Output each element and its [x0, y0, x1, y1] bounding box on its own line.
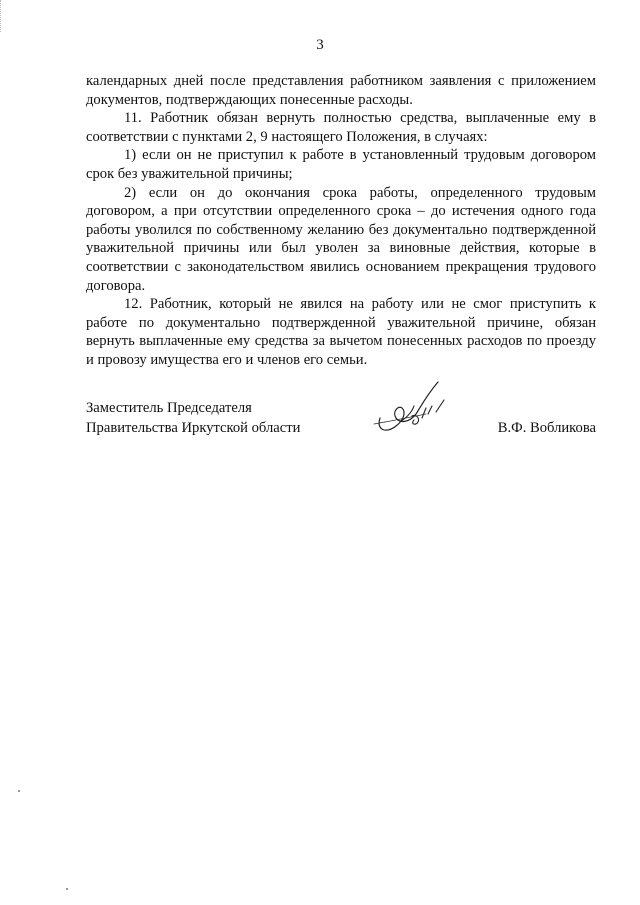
signatory-position	[86, 398, 300, 438]
signatory-position-line-1: Заместитель Председателя	[86, 400, 252, 416]
margin-mark	[0, 0, 3, 32]
scan-speck	[18, 790, 20, 792]
document-body	[86, 72, 596, 370]
signatory-name: В.Ф. Вобликова	[497, 420, 596, 436]
paragraph-clause-11-item-1: 1) если он не приступил к работе в установленный трудовым договором срок без уважительной причины;	[86, 147, 596, 182]
paragraph-clause-11-item-2: 2) если он до окончания срока работы, определенного трудовым договором, а при отсутствии определенного срока – до истечения одного года работы уволился по собственному желанию без документально подтвержденной уважительной причины или был уволен за виновные действия, которые в соответствии с законодательством явились основанием прекращения трудового договора.	[86, 184, 596, 294]
paragraph-continuation: календарных дней после представления работником заявления с приложением документов, подтверждающих понесенные расходы.	[86, 73, 596, 108]
handwritten-signature-icon	[366, 378, 466, 448]
scan-speck	[66, 888, 68, 890]
signatory-position-line-2: Правительства Иркутской области	[86, 420, 301, 436]
paragraph-clause-12: 12. Работник, который не явился на работу или не смог приступить к работе по документально подтвержденной уважительной причине, обязан вернуть выплаченные ему средства за вычетом понесенных расходов по проезду и провозу имущества его и членов его семьи.	[86, 296, 596, 368]
paragraph-clause-11: 11. Работник обязан вернуть полностью средства, выплаченные ему в соответствии с пунктами 2, 9 настоящего Положения, в случаях:	[86, 110, 596, 145]
page-number: 3	[316, 37, 324, 53]
signature-block	[86, 398, 596, 448]
